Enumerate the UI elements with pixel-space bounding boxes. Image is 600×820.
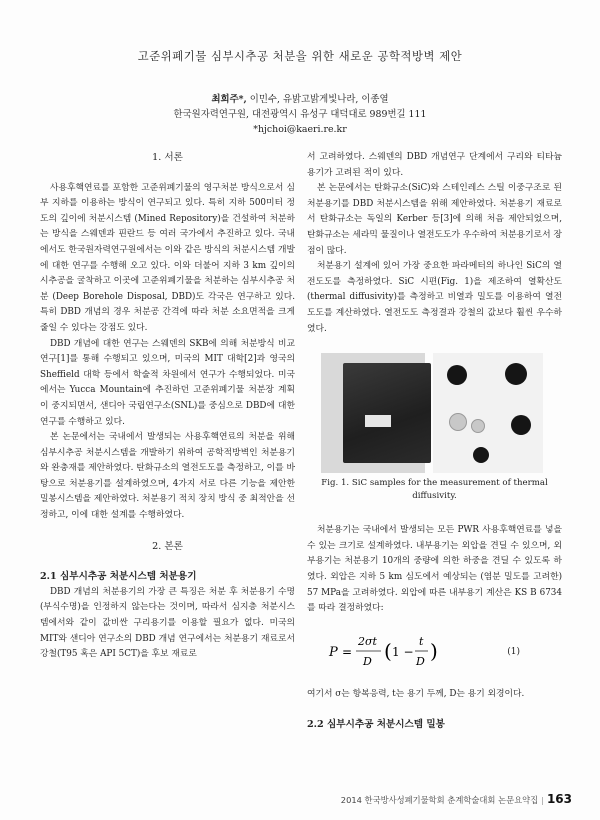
footer-separator: | xyxy=(541,795,544,805)
sic-chip-light xyxy=(449,413,467,431)
sic-chip xyxy=(511,415,531,435)
svg-text:D: D xyxy=(363,654,372,668)
left-column xyxy=(40,150,295,663)
section-heading-body: 2. 본론 xyxy=(152,540,183,552)
equation-number: (1) xyxy=(507,646,520,657)
sic-chip-light xyxy=(471,419,485,433)
figure-1 xyxy=(307,353,562,523)
section-heading-intro: 1. 서론 xyxy=(152,152,183,163)
author-names xyxy=(40,92,560,107)
svg-text:P: P xyxy=(329,644,338,660)
right-paragraph-2: 본 논문에서는 탄화규소(SiC)와 스테인레스 스틸 이중구조로 된 처분용기를 DBD 처분시스템을 위해 제안하였다. 처분용기 재료로서 탄화규소는 독일의 Kerber 등[3]에 의해 처음 제안되었으며, 탄화규소는 세라믹 물질이나 열전도도가 우수하여 처분용기로서 장점이 많다. xyxy=(307,183,562,256)
svg-text:=: = xyxy=(342,644,353,659)
sic-block xyxy=(343,363,431,463)
figure-caption: Fig. 1. SiC samples for the measurement of thermal diffusivity. xyxy=(321,478,548,502)
block-label-mark xyxy=(365,415,391,427)
equation-1 xyxy=(307,623,562,683)
affiliation: 한국원자력연구원, 대전광역시 유성구 대덕대로 989번길 111 xyxy=(173,109,427,120)
sic-chips-photo xyxy=(433,353,543,473)
sic-chip xyxy=(447,365,467,385)
first-author: 최희주*, xyxy=(211,94,247,105)
svg-text:): ) xyxy=(430,638,438,663)
intro-paragraph-2: DBD 개념에 대한 연구는 스웨덴의 SKB에 의해 처분방식 비교 연구[1]를 통해 수행되고 있으며, 미국의 MIT 대학[2]과 영국의 Sheffield 대학 등에서 학술적 차원에서 연구가 수행되었다. 미국에서는 Yucca Mountain에 추진하던 고준위폐기물 처분장 계획이 중지되면서, 샌디아 국립연구소(SNL)를 중심으로 DBD에 대한 연구를 수행하고 있다. xyxy=(40,338,295,427)
svg-text:(: ( xyxy=(384,638,392,663)
page-number: 163 xyxy=(546,792,572,806)
subsection-heading-2-2: 2.2 심부시추공 처분시스템 밀봉 xyxy=(307,719,445,731)
subsection-heading-2-1: 2.1 심부시추공 처분시스템 처분용기 xyxy=(40,571,197,583)
equation-formula xyxy=(327,627,477,677)
svg-text:t: t xyxy=(419,634,424,648)
svg-text:1 −: 1 − xyxy=(392,644,414,659)
sic-chip xyxy=(473,447,489,463)
email: *hjchoi@kaeri.re.kr xyxy=(253,124,347,135)
sic-chip xyxy=(505,363,527,385)
body-paragraph-1: DBD 개념의 처분용기의 가장 큰 특징은 처분 후 처분용기 수명(부식수명)을 인정하지 않는다는 것이며, 따라서 심지층 처분시스템에서와 같이 값비싼 구리용기를 이용할 필요가 없다. 미국의 MIT와 샌디아 연구소의 DBD 개념 연구에서는 처분용기 재료로서 강철(T95 혹은 API 5CT)을 후보 재료로 xyxy=(40,586,295,660)
right-paragraph-3: 처분용기 설계에 있어 가장 중요한 파라메터의 하나인 SiC의 열전도도를 측정하였다. SiC 시편(Fig. 1)을 제조하여 열확산도(thermal diffusivity)를 측정하고 비열과 밀도를 이용하여 열전도도를 계산하였다. 열전도도 측정결과 강철의 값보다 훨씬 우수하였다. xyxy=(307,261,562,334)
right-paragraph-5: 여기서 σ는 항복응력, t는 용기 두께, D는 용기 외경이다. xyxy=(307,688,525,699)
intro-paragraph-3: 본 논문에서는 국내에서 발생되는 사용후핵연료의 처분을 위해 심부시추공 처분시스템을 개발하기 위하여 공학적방벽인 처분용기와 완충재를 제안하였다. 탄화규소의 열전도도를 측정하고, 이를 바탕으로 처분용기를 설계하였으며, 4가지 서로 다른 기능을 제안한 밀봉시스템을 제안하였다. 처분용기 적치 장치 방식 중 최적안을 선정하고, 이에 대한 설계를 수행하였다. xyxy=(40,432,295,521)
page-footer xyxy=(341,792,572,806)
right-column xyxy=(307,150,562,733)
co-authors: 이민수, 유밝고밝게빛나라, 이종열 xyxy=(246,94,389,105)
footer-text: 2014 한국방사성폐기물학회 춘계학술대회 논문요약집 xyxy=(340,795,539,805)
svg-text:D: D xyxy=(416,654,425,668)
svg-text:2σt: 2σt xyxy=(358,634,377,648)
author-block xyxy=(40,92,560,137)
right-paragraph-1: 서 고려하였다. 스웨덴의 DBD 개념연구 단계에서 구리와 티타늄용기가 고려된 적이 있다. xyxy=(307,152,562,178)
intro-paragraph-1: 사용후핵연료를 포함한 고준위폐기물의 영구처분 방식으로서 심부 지하를 이용하는 방식이 연구되고 있다. 특히 지하 500미터 정도의 깊이에 처분시스템 (Mined Repository)을 건설하여 처분하는 방식을 스웨덴과 핀란드 등 여러 국가에서 추진하고 있다. 국내에서도 한국원자력연구원에서는 이와 같은 방식의 처분시스템 개발에 대한 연구를 수행해 오고 있다. 이와 더불어 지하 3 km 깊이의 시추공을 굴착하고 이곳에 고준위폐기물을 처분하는 심부시추공 처분 (Deep Borehole Disposal, DBD)도 각국은 연구하고 있다. 특히 DBD 개념의 경우 처분공 간격에 따라 처분 소요면적을 크게 줄일 수 있다는 강점도 있다. xyxy=(40,182,295,333)
right-paragraph-4: 처분용기는 국내에서 발생되는 모든 PWR 사용후핵연료를 넣을 수 있는 크기로 설계하였다. 내부용기는 외압을 견딜 수 있으며, 외부용기는 처분용기 10개의 중량에 의한 하중을 견딜 수 있도록 하였다. 외압은 지하 5 km 심도에서 예상되는 (염분 밀도를 고려한) 57 MPa을 고려하였다. 외압에 따른 내부용기 계산은 KS B 6734를 따라 결정하였다: xyxy=(307,525,562,614)
sic-block-photo xyxy=(321,353,425,473)
paper-title: 고준위폐기물 심부시추공 처분을 위한 새로운 공학적방벽 제안 xyxy=(137,50,463,63)
